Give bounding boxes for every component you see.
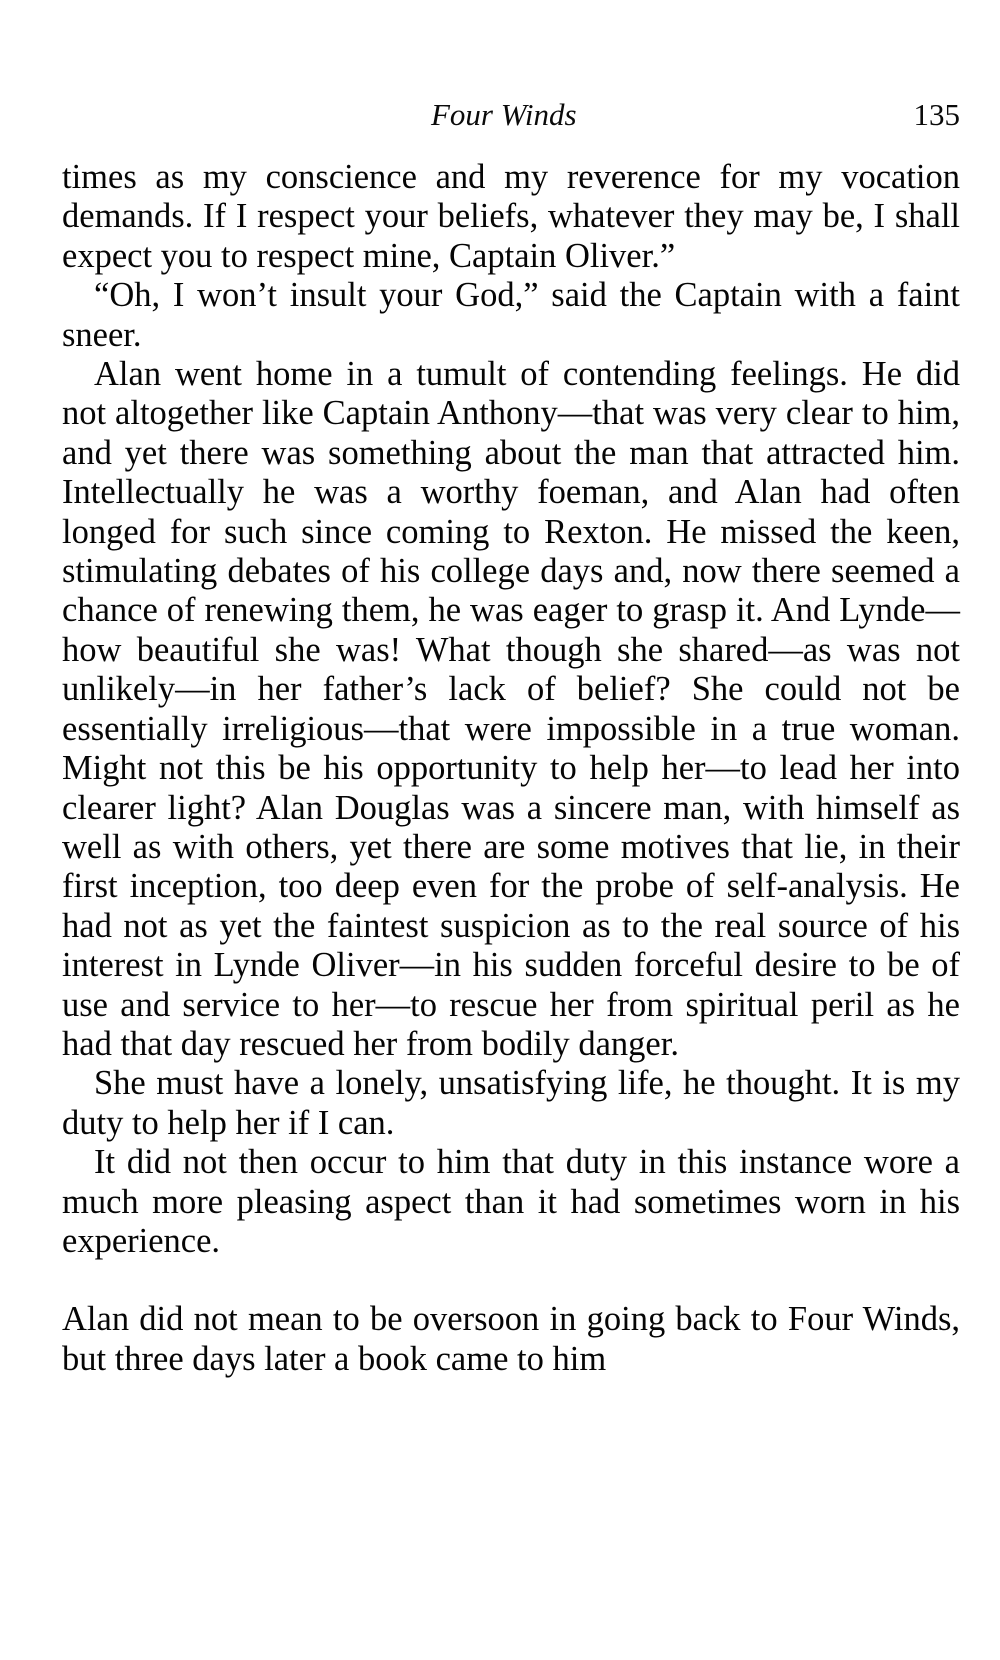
running-title: Four Winds — [431, 97, 577, 132]
body-text — [62, 158, 960, 1379]
paragraph-duty: It did not then occur to him that duty in this instance wore a much more pleasing aspect than it had sometimes worn in his experience. — [62, 1143, 960, 1260]
paragraph-lonely-life: She must have a lonely, unsatisfying life, he thought. It is my duty to help her if I can. — [62, 1064, 960, 1142]
paragraph-continuation: times as my conscience and my reverence for my vocation demands. If I respect your beliefs, whatever they may be, I shall expect you to respect mine, Captain Oliver.” — [62, 158, 960, 275]
paragraph-dialogue: “Oh, I won’t insult your God,” said the Captain with a faint sneer. — [62, 276, 960, 354]
paragraph-section-start: Alan did not mean to be oversoon in going back to Four Winds, but three days later a book came to him — [62, 1300, 960, 1378]
paragraph-alan-reflection: Alan went home in a tumult of contending feelings. He did not altogether like Captain Anthony—that was very clear to him, and yet there was something about the man that attracted him. Intellectually he was a worthy foeman, and Alan had often longed for such since coming to Rexton. He missed the keen, stimulating debates of his college days and, now there seemed a chance of renewing them, he was eager to grasp it. And Lynde—how beautiful she was! What though she shared—as was not unlikely—in her father’s lack of belief? She could not be essentially irreligious—that were impossible in a true woman. Might not this be his opportunity to help her—to lead her into clearer light? Alan Douglas was a sincere man, with himself as well as with others, yet there are some motives that lie, in their first inception, too deep even for the probe of self-analysis. He had not as yet the faintest suspicion as to the real source of his interest in Lynde Oliver—in his sudden forceful desire to be of use and service to her—to rescue her from spiritual peril as he had that day rescued her from bodily danger. — [62, 355, 960, 1063]
running-header — [62, 97, 960, 137]
page-number: 135 — [913, 97, 960, 132]
